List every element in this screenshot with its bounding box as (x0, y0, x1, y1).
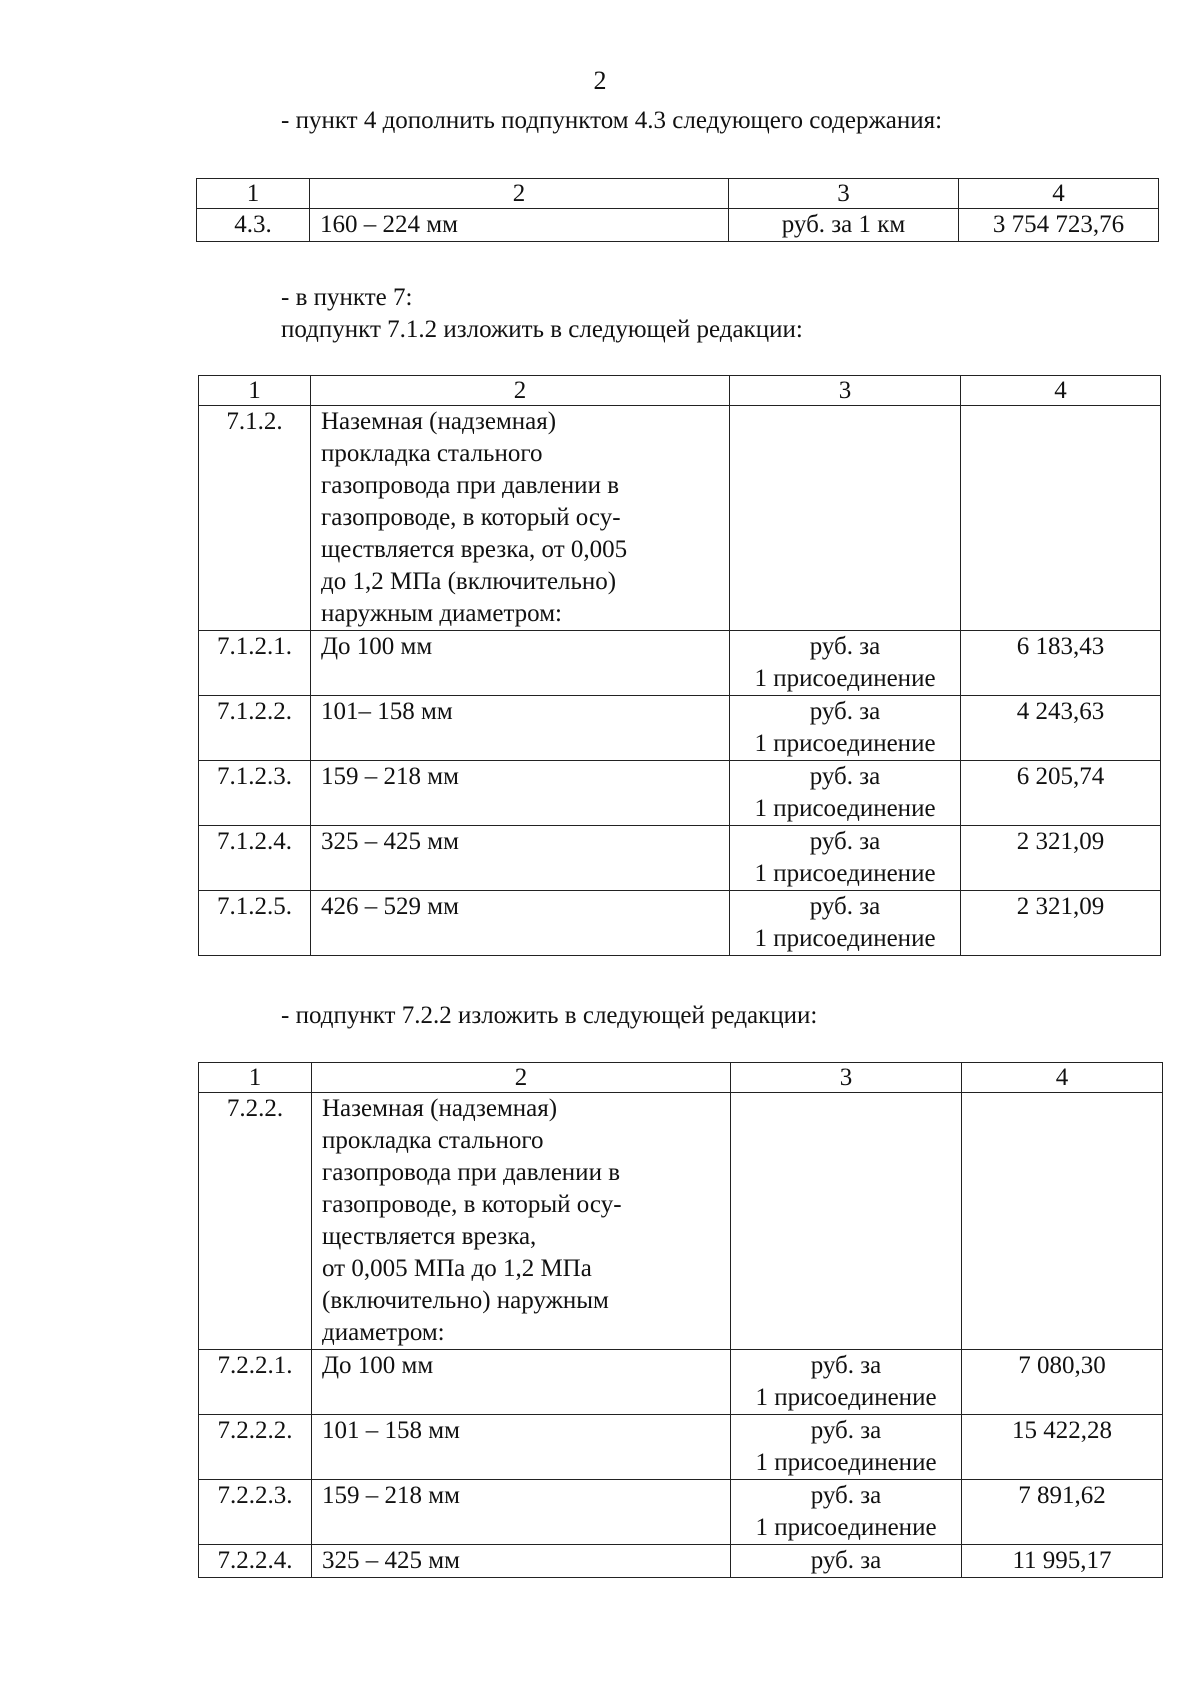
unit-line: руб. за (809, 828, 881, 855)
table-row-main (199, 406, 1161, 631)
row-description: 101– 158 мм (311, 696, 730, 761)
row-unit (730, 696, 961, 761)
header-col-3: 3 (730, 376, 961, 406)
table-row (199, 891, 1161, 956)
table-row (199, 761, 1161, 826)
unit-line: руб. за (809, 893, 881, 920)
unit-line: руб. за (809, 633, 881, 660)
row-unit (731, 1415, 962, 1480)
description-line: прокладка стального (322, 1127, 544, 1154)
row-value: 7 891,62 (962, 1480, 1163, 1545)
row-number: 7.2.2. (199, 1093, 312, 1350)
unit-line: 1 присоединение (755, 1384, 937, 1411)
row-description: 159 – 218 мм (312, 1480, 731, 1545)
row-number: 7.1.2.1. (199, 631, 311, 696)
header-col-1: 1 (197, 179, 310, 209)
row-number: 7.2.2.3. (199, 1480, 312, 1545)
header-col-1: 1 (199, 376, 311, 406)
table-row (197, 209, 1159, 242)
unit-line: 1 присоединение (755, 1449, 937, 1476)
table-row-main (199, 1093, 1163, 1350)
description-line: диаметром: (322, 1319, 445, 1346)
row-number: 7.1.2. (199, 406, 311, 631)
table-header-row (197, 179, 1159, 209)
row-number: 7.1.2.3. (199, 761, 311, 826)
description-line: наружным диаметром: (321, 600, 562, 627)
section1-intro: - пункт 4 дополнить подпунктом 4.3 следующего содержания: (281, 107, 943, 134)
unit-line: 1 присоединение (754, 795, 936, 822)
header-col-4: 4 (961, 376, 1161, 406)
table-7-1-2 (198, 375, 1161, 956)
description-line: до 1,2 МПа (включительно) (321, 568, 617, 595)
table-row (199, 696, 1161, 761)
table-header-row (199, 376, 1161, 406)
row-unit (731, 1350, 962, 1415)
row-description (311, 406, 730, 631)
section2-intro-line1: - в пункте 7: (281, 284, 413, 311)
section2-intro-line2: подпункт 7.1.2 изложить в следующей редакции: (281, 316, 803, 343)
row-value-empty (961, 406, 1161, 631)
unit-line: руб. за (810, 1417, 882, 1444)
description-line: ществляется врезка, (322, 1223, 537, 1250)
row-value: 2 321,09 (961, 891, 1161, 956)
description-line: газопроводе, в который осу- (322, 1191, 622, 1218)
description-line: Наземная (надземная) (321, 408, 557, 435)
unit-line: 1 присоединение (755, 1514, 937, 1541)
row-description: До 100 мм (311, 631, 730, 696)
header-col-4: 4 (962, 1063, 1163, 1093)
description-line: (включительно) наружным (322, 1287, 609, 1314)
row-unit (731, 1480, 962, 1545)
row-value-empty (962, 1093, 1163, 1350)
row-description: 101 – 158 мм (312, 1415, 731, 1480)
unit-line: 1 присоединение (754, 665, 936, 692)
row-number: 4.3. (197, 209, 310, 242)
header-col-3: 3 (729, 179, 959, 209)
description-line: от 0,005 МПа до 1,2 МПа (322, 1255, 592, 1282)
header-col-2: 2 (311, 376, 730, 406)
unit-line: 1 присоединение (754, 925, 936, 952)
table-7-2-2 (198, 1062, 1163, 1578)
unit-line: 1 присоединение (754, 730, 936, 757)
row-value: 15 422,28 (962, 1415, 1163, 1480)
row-number: 7.1.2.4. (199, 826, 311, 891)
description-line: ществляется врезка, от 0,005 (321, 536, 628, 563)
row-value: 11 995,17 (962, 1545, 1163, 1578)
row-unit-empty (730, 406, 961, 631)
row-number: 7.2.2.2. (199, 1415, 312, 1480)
page-number: 2 (593, 66, 607, 95)
row-unit: руб. за 1 км (729, 209, 959, 242)
header-col-4: 4 (959, 179, 1159, 209)
table-row (199, 1415, 1163, 1480)
row-description (312, 1093, 731, 1350)
row-value: 6 205,74 (961, 761, 1161, 826)
row-description: 426 – 529 мм (311, 891, 730, 956)
table-row (199, 1545, 1163, 1578)
row-value: 4 243,63 (961, 696, 1161, 761)
section3-intro: - подпункт 7.2.2 изложить в следующей редакции: (281, 1002, 818, 1029)
row-unit (730, 631, 961, 696)
table-row (199, 1350, 1163, 1415)
row-unit (730, 761, 961, 826)
row-unit (730, 826, 961, 891)
table-row (199, 631, 1161, 696)
row-unit: руб. за (731, 1545, 962, 1578)
row-unit-empty (731, 1093, 962, 1350)
header-col-3: 3 (731, 1063, 962, 1093)
row-value: 3 754 723,76 (959, 209, 1159, 242)
table-row (199, 826, 1161, 891)
row-description: 159 – 218 мм (311, 761, 730, 826)
row-number: 7.2.2.4. (199, 1545, 312, 1578)
table-4-3 (196, 178, 1159, 242)
row-value: 7 080,30 (962, 1350, 1163, 1415)
description-line: газопровода при давлении в (322, 1159, 620, 1186)
row-number: 7.1.2.5. (199, 891, 311, 956)
row-description: 160 – 224 мм (310, 209, 729, 242)
row-description: 325 – 425 мм (311, 826, 730, 891)
row-description: До 100 мм (312, 1350, 731, 1415)
unit-line: руб. за (810, 1482, 882, 1509)
unit-line: руб. за (809, 763, 881, 790)
unit-line: руб. за (809, 698, 881, 725)
table-row (199, 1480, 1163, 1545)
description-line: Наземная (надземная) (322, 1095, 558, 1122)
row-number: 7.2.2.1. (199, 1350, 312, 1415)
header-col-1: 1 (199, 1063, 312, 1093)
unit-line: 1 присоединение (754, 860, 936, 887)
row-number: 7.1.2.2. (199, 696, 311, 761)
table-header-row (199, 1063, 1163, 1093)
header-col-2: 2 (310, 179, 729, 209)
row-value: 2 321,09 (961, 826, 1161, 891)
row-unit (730, 891, 961, 956)
description-line: газопроводе, в который осу- (321, 504, 621, 531)
description-line: прокладка стального (321, 440, 543, 467)
row-value: 6 183,43 (961, 631, 1161, 696)
unit-line: руб. за (810, 1352, 882, 1379)
description-line: газопровода при давлении в (321, 472, 619, 499)
row-description: 325 – 425 мм (312, 1545, 731, 1578)
header-col-2: 2 (312, 1063, 731, 1093)
